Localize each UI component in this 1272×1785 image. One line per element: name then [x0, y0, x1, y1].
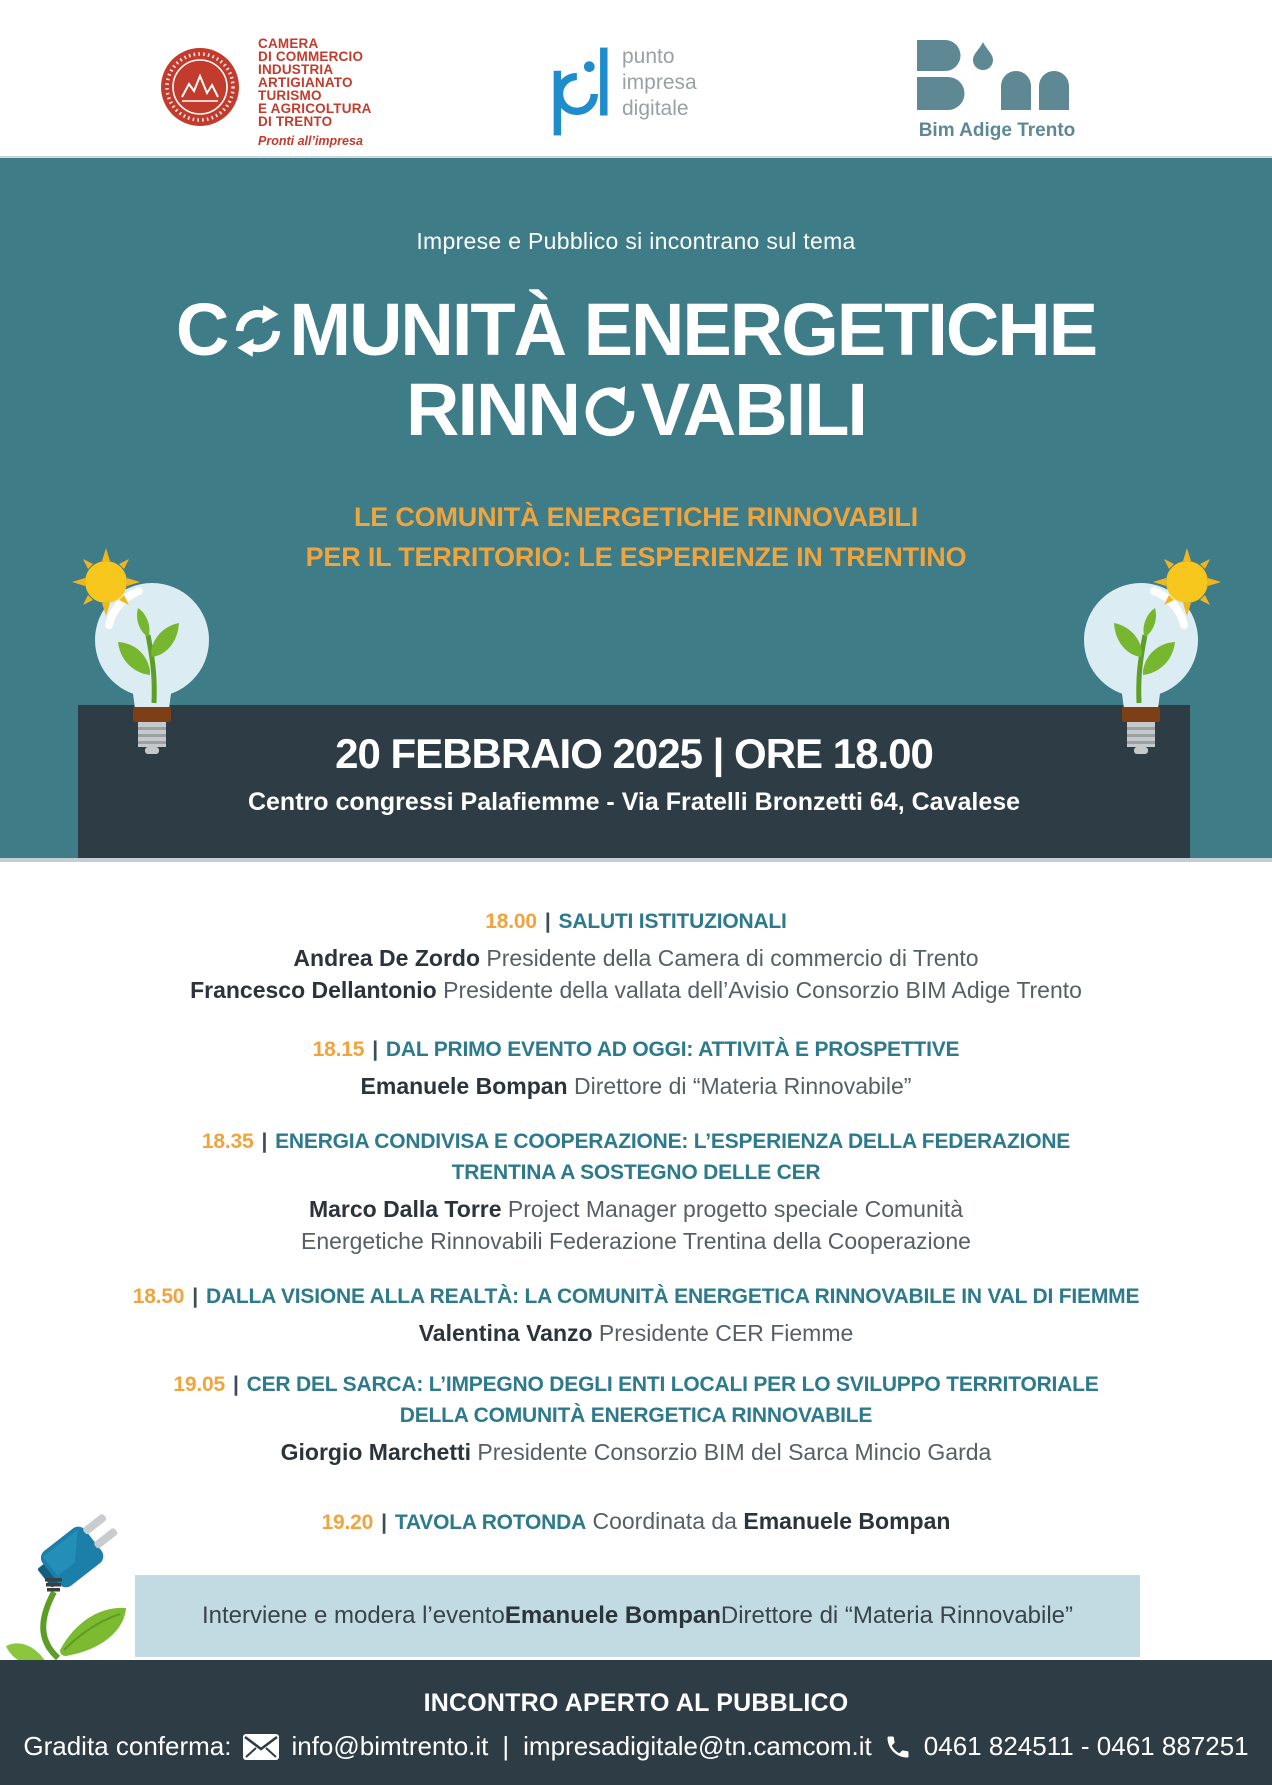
moderator-post: Direttore di “Materia Rinnovabile” — [720, 1602, 1074, 1629]
roundtable-note: Coordinata da — [586, 1508, 744, 1534]
speaker-name: Giorgio Marchetti — [280, 1439, 472, 1465]
title-text: RINN — [406, 368, 579, 451]
speaker-name: Valentina Vanzo — [418, 1320, 593, 1346]
camera-line: DI TRENTO — [258, 114, 333, 129]
separator: | — [261, 1130, 268, 1153]
speaker-role: Presidente Consorzio BIM del Sarca Mincio Garda — [471, 1439, 992, 1465]
poster-title-line2 — [0, 370, 1272, 450]
speaker-role-line2: Energetiche Rinnovabili Federazione Trentina della Cooperazione — [301, 1228, 971, 1254]
title-text: VABILI — [640, 368, 866, 451]
camera-commercio-tagline: Pronti all’impresa — [258, 134, 363, 148]
moderator-banner — [135, 1575, 1140, 1657]
schedule-title-text: TAVOLA ROTONDA — [394, 1511, 587, 1534]
footer-contacts — [0, 1731, 1272, 1762]
speaker-role: Direttore di “Materia Rinnovabile” — [567, 1073, 912, 1099]
schedule-title-text: DALLA VISIONE ALLA REALTÀ: LA COMUNITÀ ENERGETICA RINNOVABILE IN VAL DI FIEMME — [205, 1285, 1140, 1308]
schedule-time: 18.00 — [485, 910, 537, 933]
title-text: C — [175, 288, 228, 371]
email-bim: info@bimtrento.it — [291, 1731, 489, 1761]
speaker-name: Andrea De Zordo — [293, 945, 480, 971]
subtitle-line: PER IL TERRITORIO: LE ESPERIENZE IN TRENTINO — [305, 542, 967, 572]
schedule-time: 18.35 — [201, 1130, 254, 1153]
speakers — [0, 1436, 1272, 1468]
schedule-time: 18.50 — [132, 1285, 185, 1308]
speaker-name: Emanuele Bompan — [360, 1073, 568, 1099]
speaker-role: Project Manager progetto speciale Comunità — [501, 1196, 964, 1222]
schedule-item-title — [0, 906, 1272, 937]
speaker-role: Presidente della vallata dell’Avisio Consorzio BIM Adige Trento — [436, 977, 1082, 1003]
schedule-item-title — [0, 1034, 1272, 1065]
schedule-item-title — [0, 1369, 1272, 1400]
event-venue: Centro congressi Palafiemme - Via Fratelli Bronzetti 64, Cavalese — [247, 788, 1021, 816]
schedule-title-text: DAL PRIMO EVENTO AD OGGI: ATTIVITÀ E PROSPETTIVE — [385, 1038, 960, 1061]
envelope-icon — [243, 1734, 279, 1760]
schedule-title-text: SALUTI ISTITUZIONALI — [558, 910, 787, 933]
schedule-item-tavola-rotonda — [0, 1506, 1272, 1538]
camera-line: E AGRICOLTURA — [258, 101, 372, 116]
separator: | — [232, 1373, 239, 1396]
bulb-plant-illustration-left — [75, 545, 235, 755]
camera-line: CAMERA — [258, 36, 319, 51]
schedule-title-text: CER DEL SARCA: L’IMPEGNO DEGLI ENTI LOCALI PER LO SVILUPPO TERRITORIALE — [246, 1373, 1099, 1396]
speaker-role: Presidente CER Fiemme — [592, 1320, 854, 1346]
camera-line: INDUSTRIA — [258, 62, 334, 77]
pid-word: impresa — [622, 71, 697, 94]
schedule-item-energia-condivisa — [0, 1126, 1272, 1257]
camera-line: ARTIGIANATO — [258, 75, 353, 90]
poster-title-line1 — [0, 290, 1272, 370]
title-text: MUNITÀ ENERGETICHE — [289, 288, 1097, 371]
subtitle-line: LE COMUNITÀ ENERGETICHE RINNOVABILI — [353, 502, 918, 532]
speaker-line — [0, 974, 1272, 1006]
footer — [0, 1660, 1272, 1785]
speaker-name: Marco Dalla Torre — [308, 1196, 502, 1222]
speaker-role: Presidente della Camera di commercio di Trento — [480, 945, 979, 971]
recycle-icon — [231, 304, 285, 358]
date-banner — [78, 705, 1190, 858]
moderator-name: Emanuele Bompan — [504, 1602, 721, 1629]
pid-mark-icon — [552, 42, 610, 136]
separator: | — [544, 910, 551, 933]
schedule-title-text: ENERGIA CONDIVISA E COOPERAZIONE: L’ESPERIENZA DELLA FEDERAZIONE — [275, 1130, 1071, 1153]
speaker-name: Francesco Dellantonio — [190, 977, 437, 1003]
bulb-plant-illustration-right — [1058, 545, 1218, 755]
logos-header — [0, 0, 1272, 158]
schedule-time: 19.20 — [321, 1511, 374, 1534]
schedule-time: 19.05 — [173, 1373, 225, 1396]
schedule-item-title-line2: DELLA COMUNITÀ ENERGETICA RINNOVABILE — [399, 1404, 873, 1427]
hero-kicker: Imprese e Pubblico si incontrano sul tema — [416, 228, 856, 254]
schedule-item-title — [0, 1281, 1272, 1312]
speaker-line — [0, 1193, 1272, 1225]
speaker-line — [0, 1317, 1272, 1349]
separator: | — [372, 1038, 378, 1061]
speakers — [0, 1317, 1272, 1349]
schedule-item-primo-evento — [0, 1034, 1272, 1102]
plug-plant-illustration — [2, 1492, 162, 1667]
camera-line: TURISMO — [258, 88, 322, 103]
hero-bottom-shadow — [0, 858, 1272, 862]
schedule-item-cer-sarca — [0, 1369, 1272, 1468]
speakers — [0, 942, 1272, 1006]
schedule-item-title — [0, 1126, 1272, 1157]
bim-wordmark: Bim Adige Trento — [918, 120, 1076, 141]
poster-title — [0, 290, 1272, 450]
speakers — [0, 1070, 1272, 1102]
camera-commercio-seal-icon — [160, 47, 240, 127]
separator: | — [502, 1731, 510, 1761]
confirm-label: Gradita conferma: — [23, 1731, 232, 1761]
schedule-time: 18.15 — [312, 1038, 365, 1061]
camera-commercio-name — [258, 37, 372, 128]
event-date: 20 FEBBRAIO 2025 | ORE 18.00 — [335, 730, 933, 777]
speaker-line — [0, 1436, 1272, 1468]
email-impresa-digitale: impresadigitale@tn.camcom.it — [523, 1731, 872, 1761]
footer-title: INCONTRO APERTO AL PUBBLICO — [423, 1689, 849, 1717]
pid-wordmark — [622, 44, 697, 122]
separator: | — [192, 1285, 198, 1308]
roundtable-coordinator: Emanuele Bompan — [743, 1508, 951, 1534]
speakers — [0, 1193, 1272, 1257]
camera-line: DI COMMERCIO — [258, 49, 364, 64]
pid-word: digitale — [622, 97, 689, 120]
schedule-item-visione-realta — [0, 1281, 1272, 1349]
separator: | — [381, 1511, 387, 1534]
moderator-pre: Interviene e modera l’evento — [201, 1602, 505, 1629]
schedule-item-title-line2: TRENTINA A SOSTEGNO DELLE CER — [451, 1161, 821, 1184]
phone-numbers: 0461 824511 - 0461 887251 — [923, 1731, 1249, 1761]
speaker-line — [0, 942, 1272, 974]
plug-connector — [45, 1578, 62, 1592]
pid-word: punto — [622, 45, 675, 68]
header-divider — [0, 156, 1272, 158]
plug-icon — [31, 1508, 126, 1596]
speaker-line — [0, 1070, 1272, 1102]
phone-icon — [884, 1733, 912, 1761]
bim-mark-icon — [917, 40, 1077, 116]
renew-arrow-icon — [583, 384, 637, 438]
schedule-item-saluti — [0, 906, 1272, 1006]
schedule-item-title — [0, 1506, 1272, 1538]
